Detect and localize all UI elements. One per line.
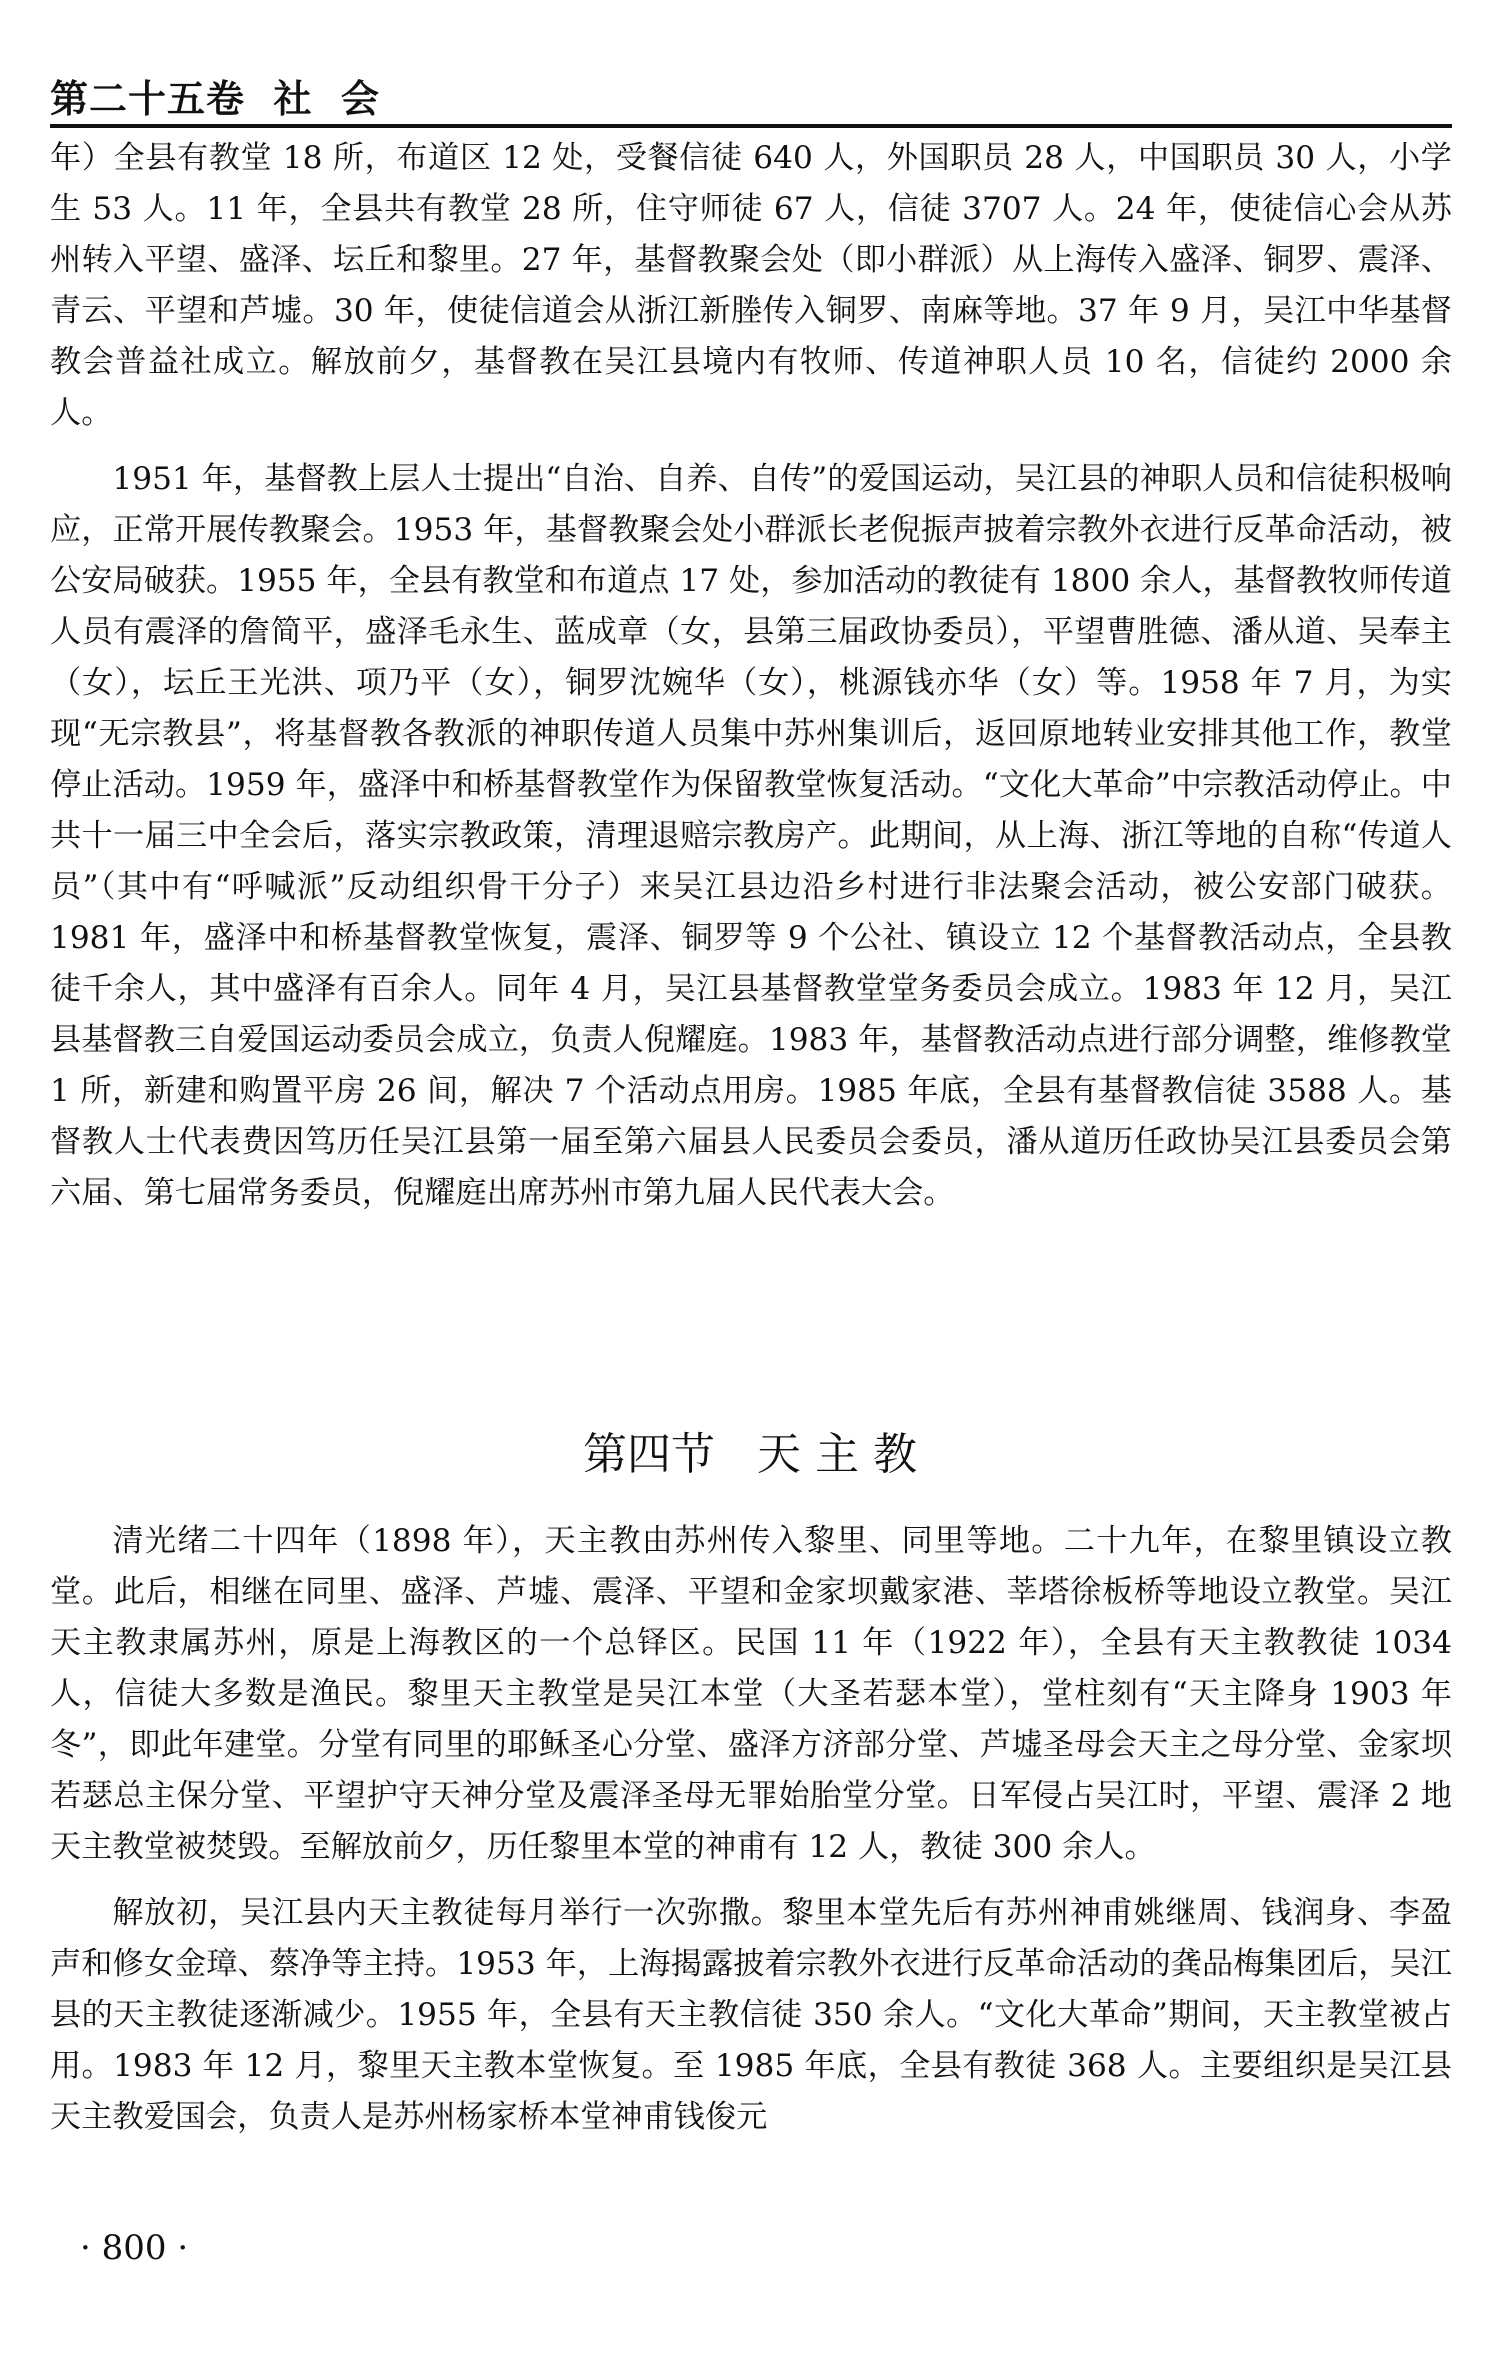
paragraph-protestant-1951: 1951 年，基督教上层人士提出“自治、自养、自传”的爱国运动，吴江县的神职人员和信徒积极响应，正常开展传教聚会。1953 年，基督教聚会处小群派长老倪振声披着宗教外衣进行反革命活动，被公安局破获。1955 年，全县有教堂和布道点 17 处，参加活动的教徒有 1800 余人，基督教牧师传道人员有震泽的詹简平，盛泽毛永生、蓝成章（女，县第三届政协委员），平望曹胜德、潘从道、吴奉主（女），坛丘王光洪、项乃平（女），铜罗沈婉华（女），桃源钱亦华（女）等。1958 年 7 月，为实现“无宗教县”，将基督教各教派的神职传道人员集中苏州集训后，返回原地转业安排其他工作，教堂停止活动。1959 年，盛泽中和桥基督教堂作为保留教堂恢复活动。“文化大革命”中宗教活动停止。中共十一届三中全会后，落实宗教政策，清理退赔宗教房产。此期间，从上海、浙江等地的自称“传道人员”（其中有“呼喊派”反动组织骨干分子）来吴江县边沿乡村进行非法聚会活动，被公安部门破获。1981 年，盛泽中和桥基督教堂恢复，震泽、铜罗等 9 个公社、镇设立 12 个基督教活动点，全县教徒千余人，其中盛泽有百余人。同年 4 月，吴江县基督教堂堂务委员会成立。1983 年 12 月，吴江县基督教三自爱国运动委员会成立，负责人倪耀庭。1983 年，基督教活动点进行部分调整，维修教堂 1 所，新建和购置平房 26 间，解决 7 个活动点用房。1985 年底，全县有基督教信徒 3588 人。基督教人士代表费因笃历任吴江县第一届至第六届县人民委员会委员，潘从道历任政协吴江县委员会第六届、第七届常务委员，倪耀庭出席苏州市第九届人民代表大会。 <box>50 461 1452 1211</box>
paragraph-catholic-liberation: 解放初，吴江县内天主教徒每月举行一次弥撒。黎里本堂先后有苏州神甫姚继周、钱润身、李盈声和修女金璋、蔡净等主持。1953 年，上海揭露披着宗教外衣进行反革命活动的龚品梅集团后，吴江县的天主教徒逐渐减少。1955 年，全县有天主教信徒 350 余人。“文化大革命”期间，天主教堂被占用。1983 年 12 月，黎里天主教本堂恢复。至 1985 年底，全县有教徒 368 人。主要组织是吴江县天主教爱国会，负责人是苏州杨家桥本堂神甫钱俊元 <box>50 1895 1452 2135</box>
paragraph-catholic-history: 清光绪二十四年（1898 年），天主教由苏州传入黎里、同里等地。二十九年，在黎里镇设立教堂。此后，相继在同里、盛泽、芦墟、震泽、平望和金家坝戴家港、莘塔徐板桥等地设立教堂。吴江天主教隶属苏州，原是上海教区的一个总铎区。民国 11 年（1922 年），全县有天主教教徒 1034 人，信徒大多数是渔民。黎里天主教堂是吴江本堂（大圣若瑟本堂），堂柱刻有“天主降身 1903 年冬”，即此年建堂。分堂有同里的耶稣圣心分堂、盛泽方济部分堂、芦墟圣母会天主之母分堂、金家坝若瑟总主保分堂、平望护守天神分堂及震泽圣母无罪始胎堂分堂。日军侵占吴江时，平望、震泽 2 地天主教堂被焚毁。至解放前夕，历任黎里本堂的神甫有 12 人，教徒 300 余人。 <box>50 1523 1452 1865</box>
paragraph-continuation: 年）全县有教堂 18 所，布道区 12 处，受餐信徒 640 人，外国职员 28 人，中国职员 30 人，小学生 53 人。11 年，全县共有教堂 28 所，住守师徒 67 人，信徒 3707 人。24 年，使徒信心会从苏州转入平望、盛泽、坛丘和黎里。27 年，基督教聚会处（即小群派）从上海传入盛泽、铜罗、震泽、青云、平望和芦墟。30 年，使徒信道会从浙江新塍传入铜罗、南麻等地。37 年 9 月，吴江中华基督教会普益社成立。解放前夕，基督教在吴江县境内有牧师、传道神职人员 10 名，信徒约 2000 余人。 <box>50 140 1452 431</box>
text-block-upper <box>50 133 1452 1234</box>
page-number: · 800 · <box>80 2228 189 2268</box>
header-rule <box>50 124 1452 128</box>
text-block-lower <box>50 1516 1452 2158</box>
running-head: 第二十五卷 社 会 <box>50 77 380 121</box>
section-title: 第四节 天 主 教 <box>583 1429 917 1480</box>
